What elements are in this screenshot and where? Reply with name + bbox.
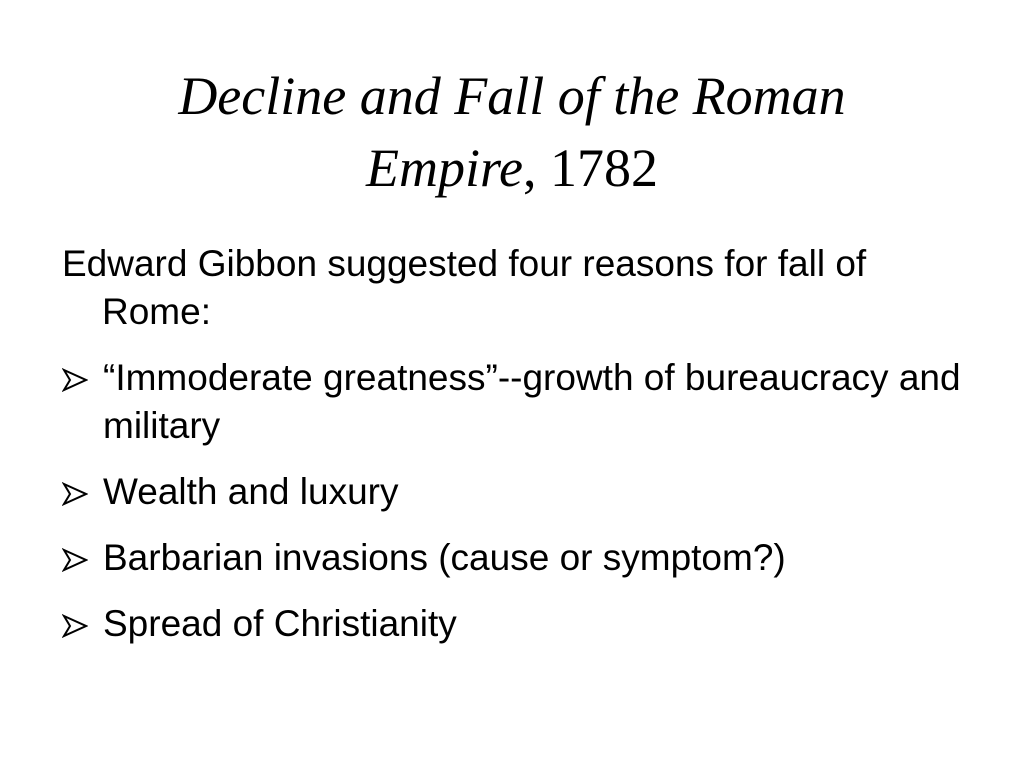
bullet-text: “Immoderate greatness”--growth of bureaucracy and military	[103, 357, 961, 446]
title-year: , 1782	[522, 138, 658, 198]
title-italic-line1: Decline and Fall of the Roman	[178, 66, 846, 126]
arrowhead-bullet-icon	[62, 482, 88, 506]
bullet-item	[62, 600, 962, 648]
bullet-text: Barbarian invasions (cause or symptom?)	[103, 537, 786, 578]
intro-text: Edward Gibbon suggested four reasons for fall of Rome:	[62, 243, 867, 332]
bullet-item	[62, 468, 962, 516]
arrowhead-bullet-icon	[62, 548, 88, 572]
title-italic-line2: Empire	[366, 138, 523, 198]
slide-body	[62, 240, 962, 666]
bullet-text: Wealth and luxury	[103, 471, 399, 512]
bullet-item	[62, 354, 962, 450]
arrowhead-bullet-icon	[62, 614, 88, 638]
slide-title	[60, 60, 964, 204]
arrowhead-bullet-icon	[62, 368, 88, 392]
bullet-text: Spread of Christianity	[103, 603, 457, 644]
bullet-item	[62, 534, 962, 582]
